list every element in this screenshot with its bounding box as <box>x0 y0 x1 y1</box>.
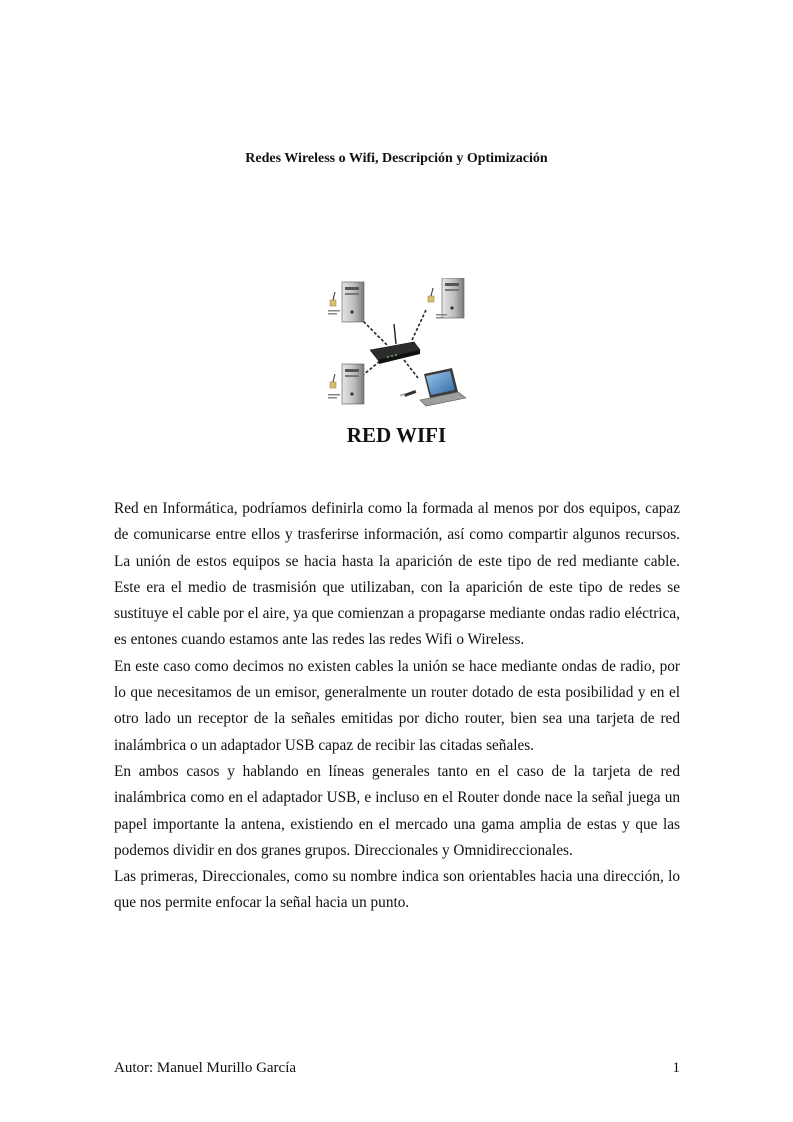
usb-wifi-adapter-icon <box>400 390 417 397</box>
document-title: Redes Wireless o Wifi, Descripción y Optimización <box>245 151 548 166</box>
footer-author: Autor: Manuel Murillo García <box>114 1060 297 1076</box>
desktop-computer-icon <box>428 278 464 319</box>
desktop-computer-icon <box>328 282 364 322</box>
page-number: 1 <box>672 1060 680 1076</box>
wifi-network-diagram <box>326 278 468 410</box>
wireless-router-icon <box>370 324 420 364</box>
paragraph: Red en Informática, podríamos definirla como la formada al menos por dos equipos, capaz de comunicarse entre ellos y trasferirse información, así como compartir algunos recursos. La unión de estos equipos se hacia hasta la aparición de este tipo de red mediante cable. Este era el medio de trasmisión que utilizaban, con la aparición de este tipo de redes se sustituye el cable por el aire, ya que comienzan a propagarse mediante ondas radio eléctrica, es entones cuando estamos ante las redes las redes Wifi o Wireless. <box>114 500 680 649</box>
desktop-computer-icon <box>328 364 364 404</box>
body-text <box>114 496 680 917</box>
paragraph: En este caso como decimos no existen cables la unión se hace mediante ondas de radio, por lo que necesitamos de un emisor, generalmente un router dotado de esta posibilidad y en el otro lado un receptor de la señales emitidas por dicho router, bien sea una tarjeta de red inalámbrica o un adaptador USB capaz de recibir las citadas señales. <box>114 657 680 754</box>
section-heading: RED WIFI <box>346 423 447 447</box>
paragraph: En ambos casos y hablando en líneas generales tanto en el caso de la tarjeta de red inalámbrica como en el adaptador USB, e incluso en el Router donde nace la señal juega un papel importante la antena, existiendo en el mercado una gama amplia de estas y que las podemos dividir en dos granes grupos. Direccionales y Omnidireccionales. <box>114 762 680 859</box>
laptop-icon <box>420 368 466 406</box>
paragraph: Las primeras, Direccionales, como su nombre indica son orientables hacia una dirección, lo que nos permite enfocar la señal hacia un punto. <box>114 868 680 912</box>
